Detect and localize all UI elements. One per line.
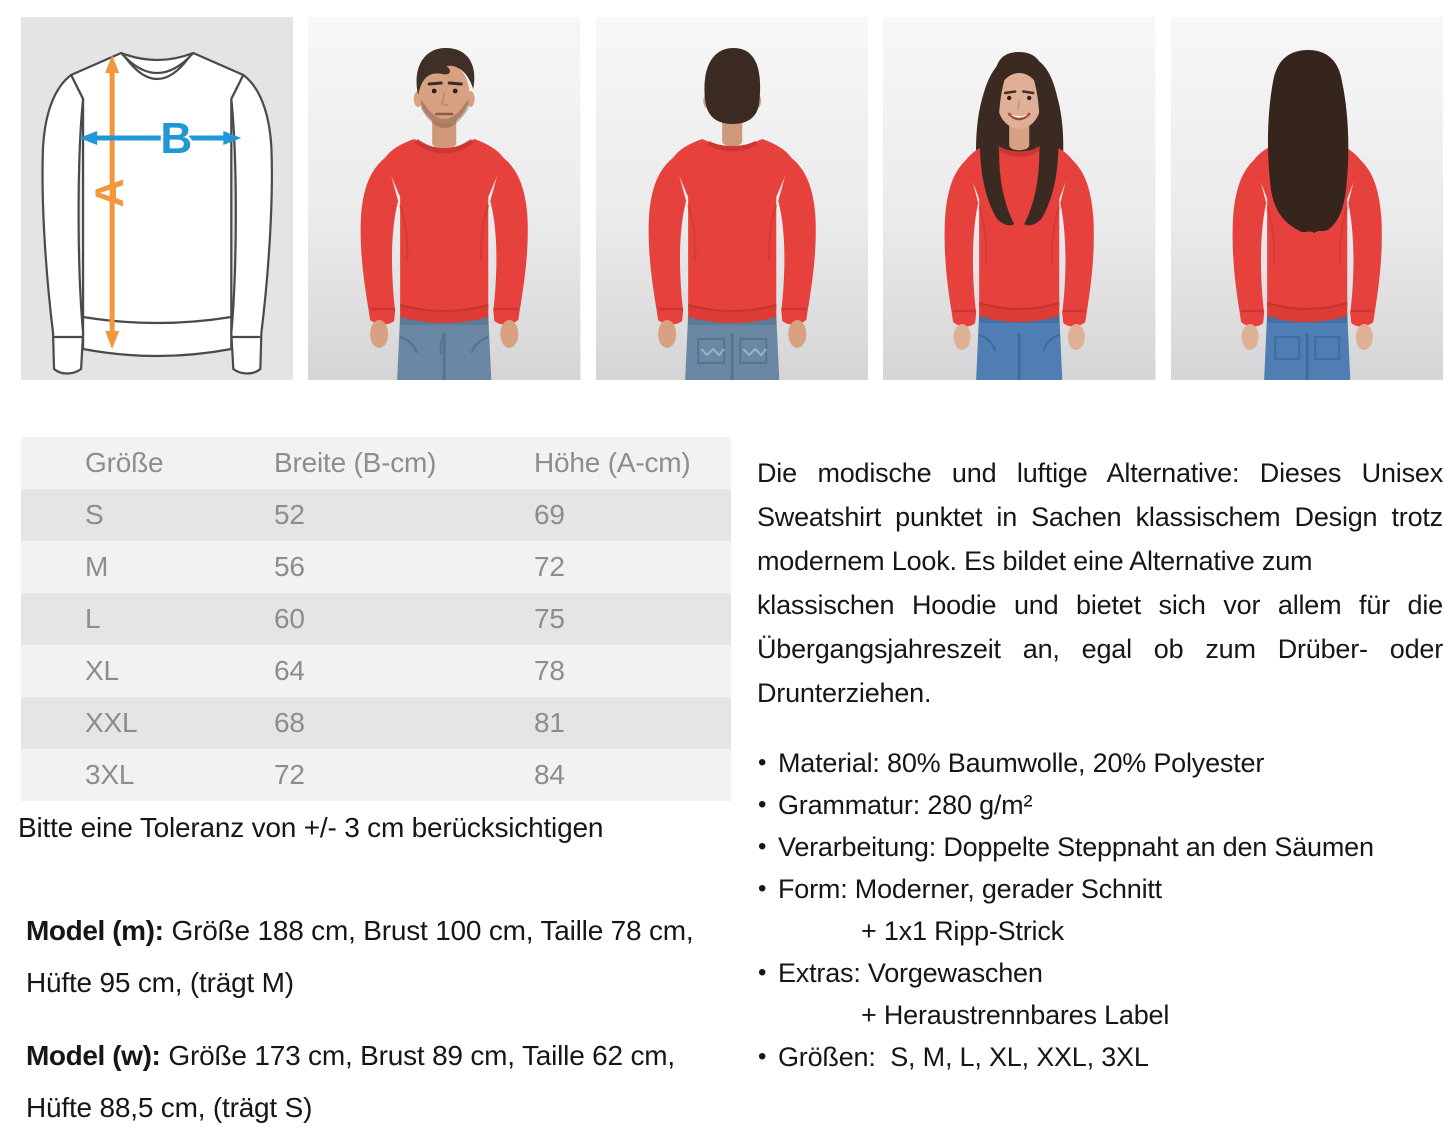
bullet-icon: • <box>758 875 767 902</box>
product-image-row <box>21 17 1443 380</box>
cell-hoehe: 81 <box>534 707 565 738</box>
feature-text: Grammatur: 280 g/m² <box>778 790 1033 820</box>
cell-size: 3XL <box>85 759 135 790</box>
size-diagram-image <box>21 17 293 380</box>
photo-female-back <box>1171 17 1443 380</box>
bullet-icon: • <box>758 833 767 860</box>
description-line: modernem Look. Es bildet eine Alternative zum <box>757 546 1313 576</box>
cell-size: L <box>85 603 101 634</box>
cell-size: S <box>85 499 104 530</box>
photo-male-back-tile <box>596 17 868 380</box>
feature-list <box>757 742 1445 1078</box>
col-header-hoehe: Höhe (A-cm) <box>534 447 691 478</box>
cell-hoehe: 84 <box>534 759 565 790</box>
bullet-icon: • <box>758 749 767 776</box>
size-table-header-row <box>21 437 731 489</box>
feature-text: Form: Moderner, gerader Schnitt <box>778 874 1162 904</box>
description-line: Die modische und luftige Alternative: Dieses Unisex <box>757 458 1443 488</box>
model-measurements: Größe 173 cm, Brust 89 cm, Taille 62 cm, <box>168 1040 675 1071</box>
hair <box>1268 50 1348 233</box>
cell-breite: 72 <box>274 759 305 790</box>
description-line: Drunterziehen. <box>757 678 932 708</box>
hand <box>1355 324 1372 350</box>
model-info-line <box>26 905 742 957</box>
hand <box>954 324 971 350</box>
model-label: Model (w): <box>26 1040 161 1071</box>
sweatshirt <box>361 139 528 325</box>
hand <box>1068 324 1085 350</box>
description-line: Sweatshirt punktet in Sachen klassischem Design trotz <box>757 502 1443 532</box>
size-diagram-tile <box>21 17 293 380</box>
model-info-line: Hüfte 95 cm, (trägt M) <box>26 967 294 998</box>
cell-breite: 52 <box>274 499 305 530</box>
table-row <box>21 489 731 541</box>
cell-hoehe: 75 <box>534 603 565 634</box>
photo-male-front <box>308 17 580 380</box>
table-row <box>21 645 731 697</box>
photo-male-front-tile <box>308 17 580 380</box>
cell-size: XL <box>85 655 119 686</box>
sweatshirt-outline <box>43 53 272 374</box>
feature-text: Größen: S, M, L, XL, XXL, 3XL <box>778 1042 1149 1072</box>
feature-item <box>757 826 1445 868</box>
model-info-line: Hüfte 88,5 cm, (trägt S) <box>26 1092 313 1123</box>
photo-male-back <box>596 17 868 380</box>
col-header-breite: Breite (B-cm) <box>274 447 437 478</box>
sweatshirt <box>945 143 1094 327</box>
table-row <box>21 697 731 749</box>
feature-text: Verarbeitung: Doppelte Steppnaht an den Säumen <box>778 832 1374 862</box>
cell-hoehe: 78 <box>534 655 565 686</box>
hand <box>501 320 519 348</box>
photo-female-front <box>883 17 1155 380</box>
product-description <box>757 451 1443 715</box>
measure-label-a: A <box>88 178 133 208</box>
model-info-female <box>26 1030 742 1134</box>
table-row <box>21 593 731 645</box>
feature-text: Extras: Vorgewaschen <box>778 958 1043 988</box>
size-table <box>21 437 731 801</box>
measure-label-b: B <box>160 114 193 163</box>
description-line: klassischen Hoodie und bietet sich vor allem für die <box>757 590 1443 620</box>
feature-item <box>757 868 1445 952</box>
bullet-icon: • <box>758 959 767 986</box>
hand <box>658 320 676 348</box>
feature-item <box>757 952 1445 1036</box>
bullet-icon: • <box>758 791 767 818</box>
tolerance-note: Bitte eine Toleranz von +/- 3 cm berücksichtigen <box>18 812 604 843</box>
cell-breite: 64 <box>274 655 305 686</box>
cell-size: XXL <box>85 707 138 738</box>
cell-size: M <box>85 551 109 582</box>
cell-hoehe: 72 <box>534 551 565 582</box>
photo-female-back-tile <box>1171 17 1443 380</box>
feature-item <box>757 784 1445 826</box>
photo-female-front-tile <box>883 17 1155 380</box>
model-label: Model (m): <box>26 915 164 946</box>
feature-continuation: + Heraustrennbares Label <box>861 1000 1170 1030</box>
cell-hoehe: 69 <box>534 499 565 530</box>
cell-breite: 60 <box>274 603 305 634</box>
model-info-line <box>26 1030 742 1082</box>
feature-text: Material: 80% Baumwolle, 20% Polyester <box>778 748 1265 778</box>
bullet-icon: • <box>758 1043 767 1070</box>
cell-breite: 56 <box>274 551 305 582</box>
sweatshirt <box>648 139 815 325</box>
feature-item <box>757 1036 1445 1078</box>
model-measurements: Größe 188 cm, Brust 100 cm, Taille 78 cm, <box>171 915 694 946</box>
hand <box>370 320 388 348</box>
cell-breite: 68 <box>274 707 305 738</box>
col-header-groesse: Größe <box>85 447 164 478</box>
feature-item <box>757 742 1445 784</box>
feature-continuation: + 1x1 Ripp-Strick <box>861 916 1064 946</box>
hand <box>788 320 806 348</box>
hand <box>1241 324 1258 350</box>
model-info-male <box>26 905 742 1009</box>
table-row <box>21 749 731 801</box>
description-line: Übergangsjahreszeit an, egal ob zum Drüber- oder <box>757 634 1443 664</box>
hair <box>704 48 760 124</box>
table-row <box>21 541 731 593</box>
